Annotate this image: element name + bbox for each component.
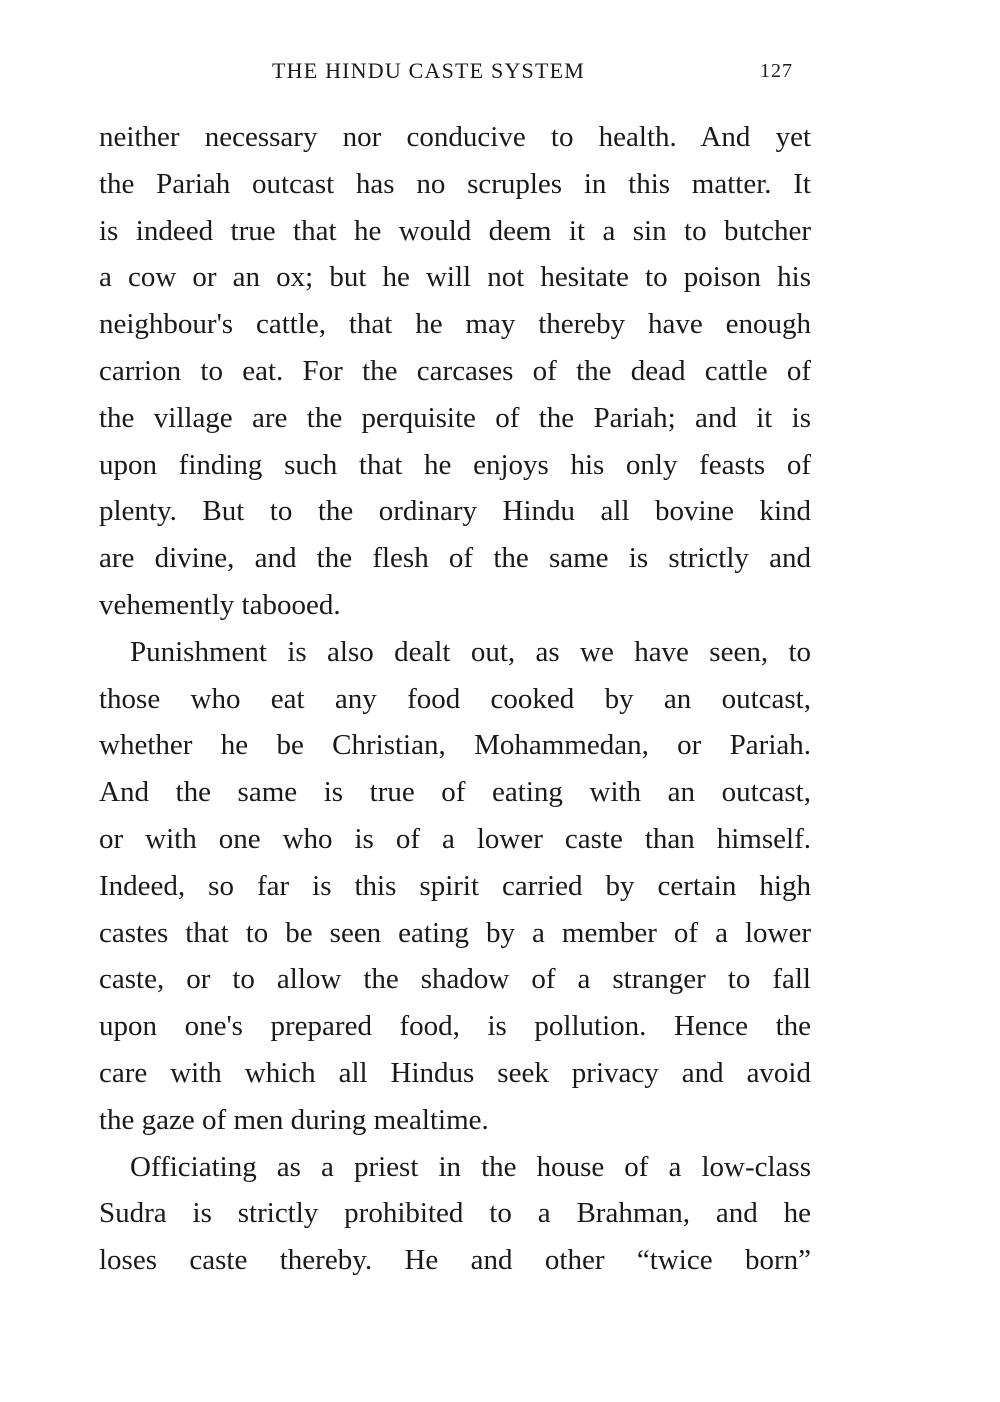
- text-line: loses caste thereby. He and other “twice born”: [99, 1244, 811, 1277]
- text-line: castes that to be seen eating by a member of a lower: [99, 916, 811, 949]
- paragraph-3: [99, 1144, 811, 1284]
- text-line: upon one's prepared food, is pollution. Hence the: [99, 1010, 811, 1043]
- text-line: Officiating as a priest in the house of a low-class: [130, 1150, 811, 1183]
- text-line: are divine, and the flesh of the same is strictly and: [99, 542, 811, 575]
- text-line: neighbour's cattle, that he may thereby have enough: [99, 308, 811, 341]
- text-line: Punishment is also dealt out, as we have seen, to: [130, 635, 811, 668]
- text-line: caste, or to allow the shadow of a stranger to fall: [99, 963, 811, 996]
- text-line: the Pariah outcast has no scruples in this matter. It: [99, 167, 811, 200]
- paragraph-2: [99, 629, 811, 1144]
- text-line: is indeed true that he would deem it a sin to butcher: [99, 214, 811, 247]
- text-line: neither necessary nor conducive to health. And yet: [99, 121, 811, 153]
- text-line: vehemently tabooed.: [99, 588, 341, 621]
- text-line: the gaze of men during mealtime.: [99, 1103, 489, 1136]
- text-line: And the same is true of eating with an outcast,: [99, 776, 811, 809]
- text-line: Indeed, so far is this spirit carried by certain high: [99, 869, 811, 902]
- text-line: carrion to eat. For the carcases of the dead cattle of: [99, 354, 811, 387]
- text-line: plenty. But to the ordinary Hindu all bovine kind: [99, 495, 811, 528]
- text-line: Sudra is strictly prohibited to a Brahman, and he: [99, 1197, 811, 1230]
- text-line: a cow or an ox; but he will not hesitate to poison his: [99, 261, 811, 294]
- paragraph-1: [99, 114, 811, 629]
- text-line: upon finding such that he enjoys his only feasts of: [99, 448, 811, 481]
- body-text: [99, 114, 811, 1284]
- text-line: care with which all Hindus seek privacy and avoid: [99, 1056, 811, 1089]
- running-head: [0, 58, 1000, 88]
- text-line: the village are the perquisite of the Pariah; and it is: [99, 401, 811, 434]
- page-number: 127: [760, 60, 793, 82]
- text-line: those who eat any food cooked by an outcast,: [99, 682, 811, 715]
- text-line: or with one who is of a lower caste than himself.: [99, 822, 811, 855]
- running-title: THE HINDU CASTE SYSTEM: [272, 58, 586, 83]
- text-line: whether he be Christian, Mohammedan, or Pariah.: [99, 729, 811, 762]
